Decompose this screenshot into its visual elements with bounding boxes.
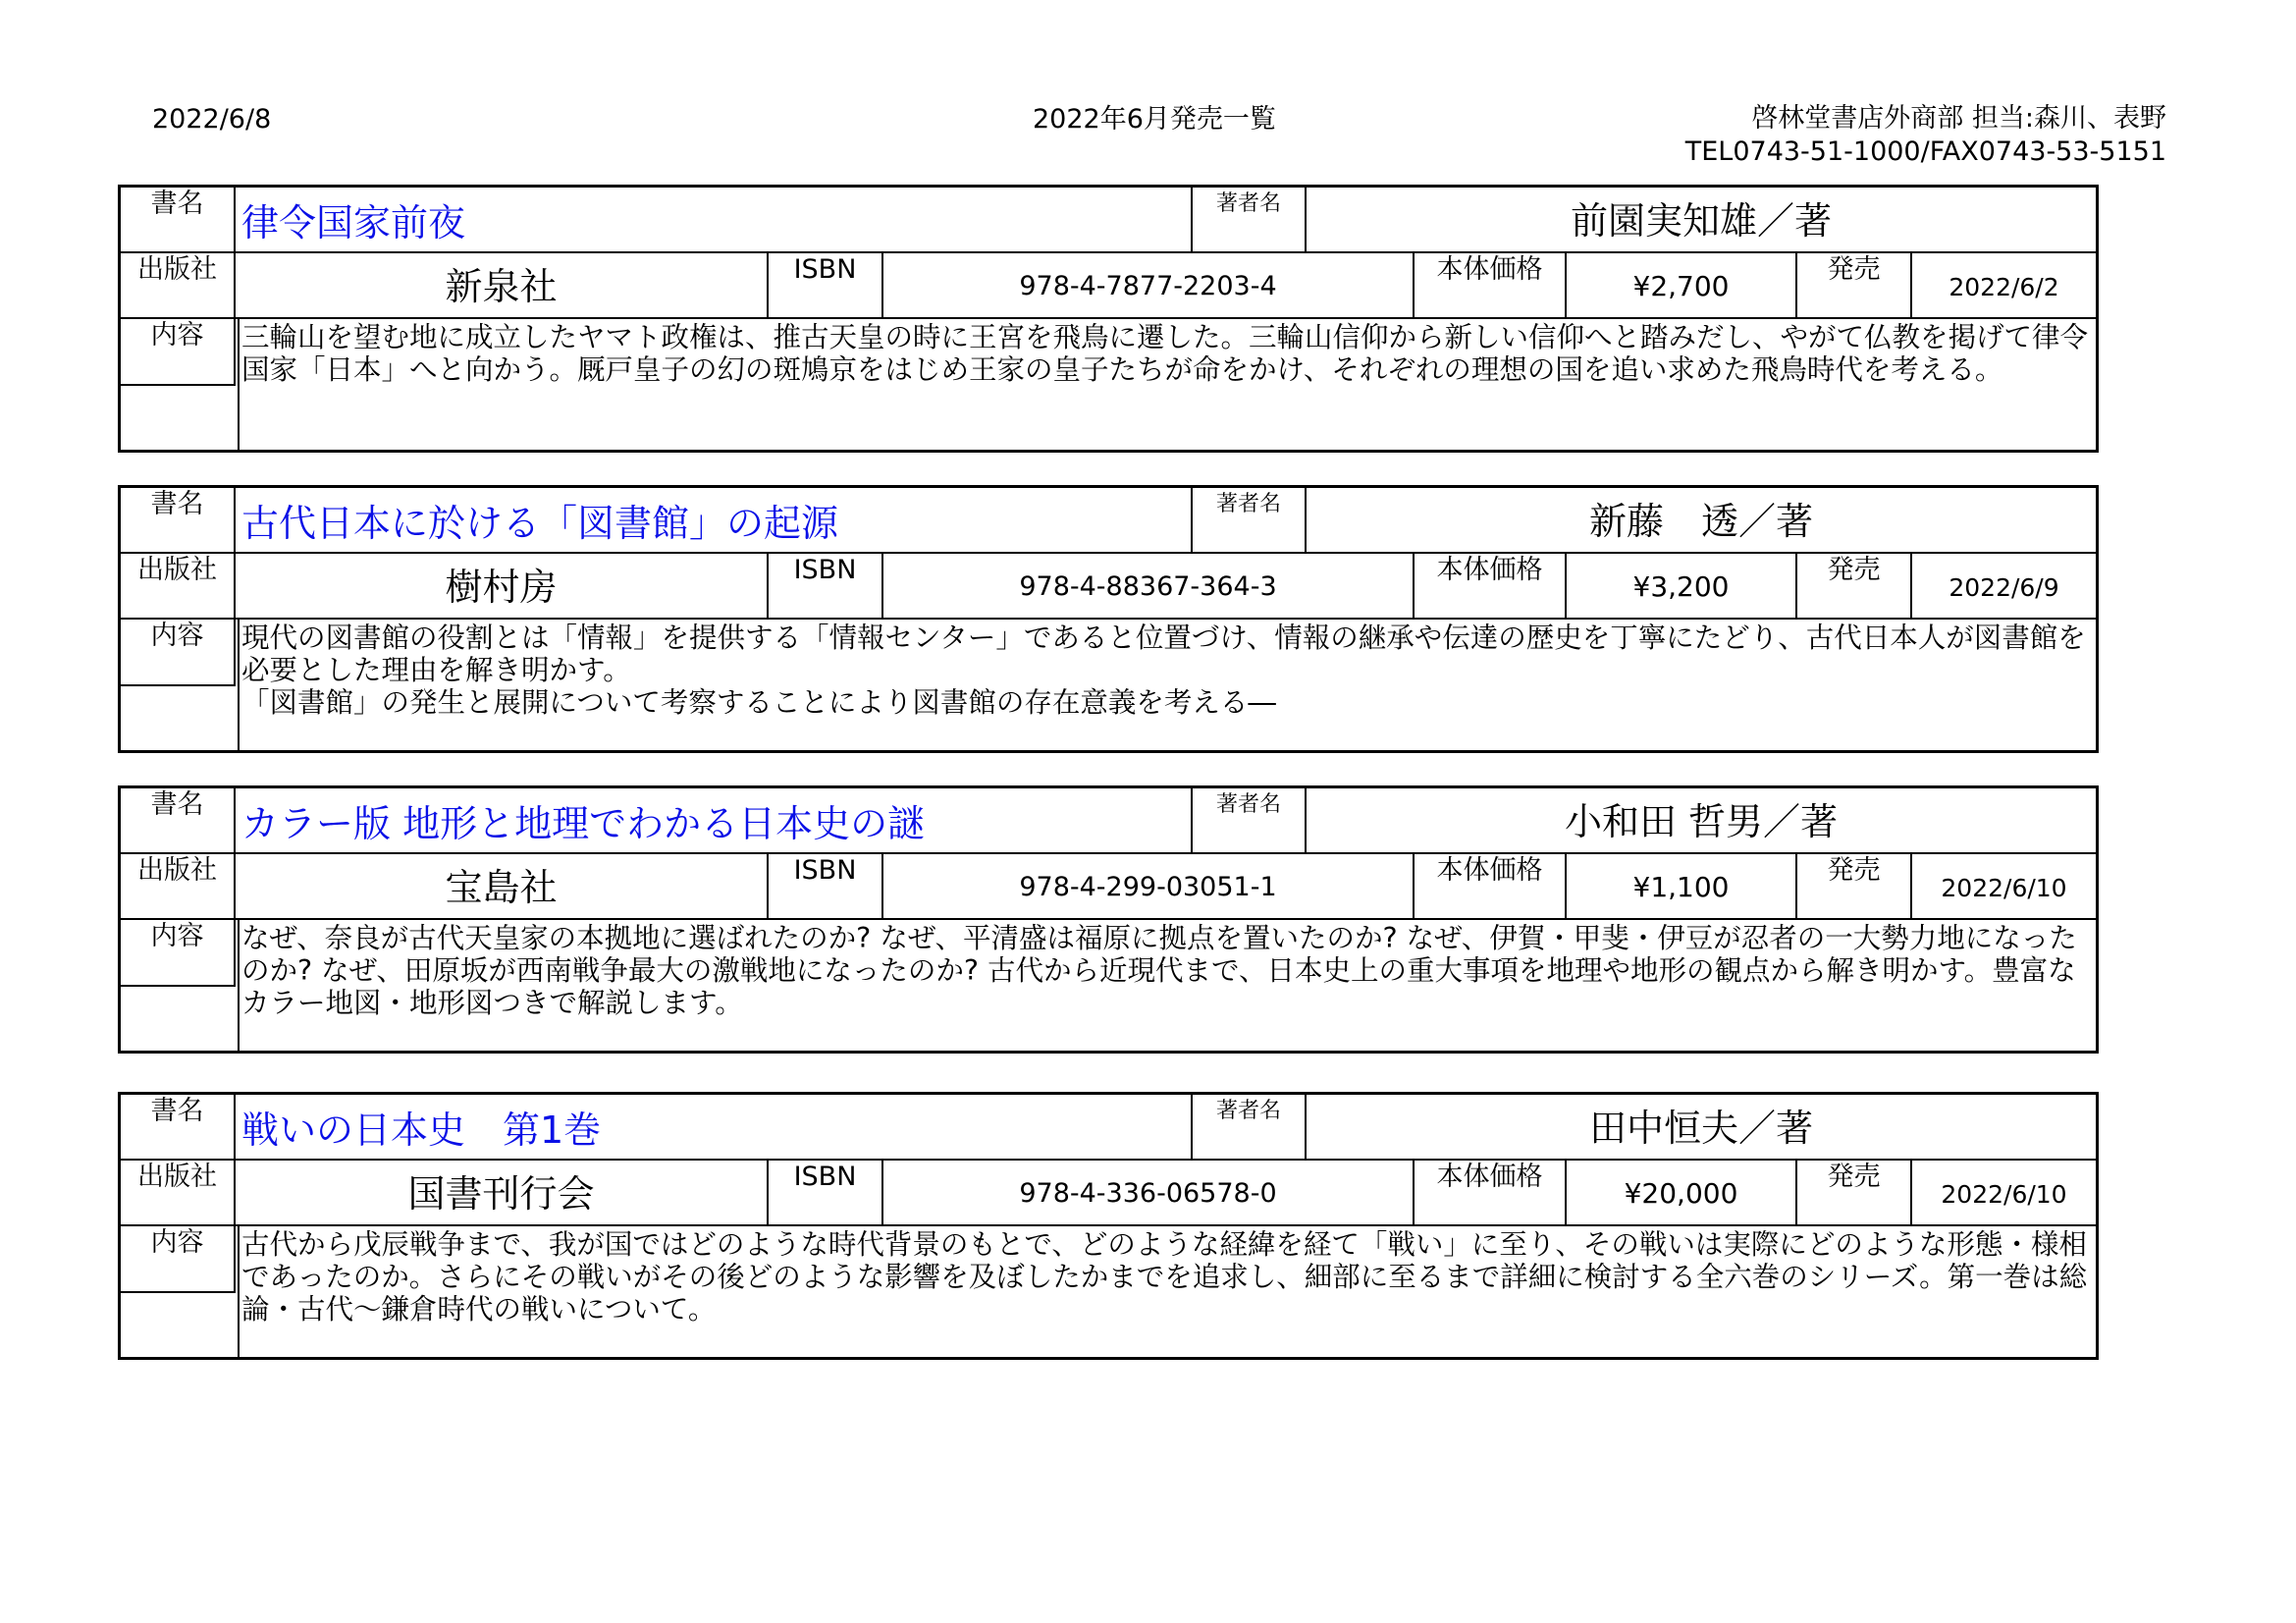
release-label: 発売: [1797, 1161, 1912, 1226]
publisher-label: 出版社: [121, 554, 236, 620]
book-price: ¥20,000: [1624, 1177, 1738, 1210]
shop-contact-phone: TEL0743-51-1000/FAX0743-53-5151: [1684, 136, 2166, 167]
book-release-date: 2022/6/10: [1941, 874, 2067, 902]
book-publisher-cell: [236, 253, 769, 319]
book-title[interactable]: 古代日本に於ける「図書館」の起源: [241, 502, 839, 545]
book-price: ¥2,700: [1632, 270, 1730, 302]
book-isbn: 978-4-336-06578-0: [1019, 1178, 1277, 1209]
title-label: 書名: [121, 188, 236, 253]
content-label-spacer: [121, 1293, 236, 1357]
book-release-date: 2022/6/2: [1949, 273, 2059, 301]
book-title-cell: [236, 788, 1308, 854]
book-author: 田中恒夫／著: [1588, 1107, 1813, 1150]
content-label: 内容: [121, 920, 236, 987]
book-price: ¥3,200: [1632, 570, 1730, 603]
publisher-label: 出版社: [121, 854, 236, 920]
book-price-cell: [1567, 1161, 1797, 1226]
book-publisher-cell: [236, 554, 769, 620]
publisher-label: 出版社: [121, 253, 236, 319]
report-date: 2022/6/8: [152, 104, 272, 135]
title-label: 書名: [121, 488, 236, 554]
book-publisher-cell: [236, 1161, 769, 1226]
author-label: 著者名: [1191, 488, 1307, 554]
price-label: 本体価格: [1415, 1161, 1567, 1226]
book-price-cell: [1567, 854, 1797, 920]
book-isbn: 978-4-88367-364-3: [1019, 571, 1277, 602]
book-release-cell: [1912, 253, 2096, 319]
isbn-label: ISBN: [769, 554, 883, 620]
book-author-cell: [1307, 488, 2096, 554]
content-label: 内容: [121, 1226, 236, 1293]
book-title-cell: [236, 488, 1308, 554]
book-publisher: 国書刊行会: [407, 1172, 595, 1216]
book-title-cell: [236, 1095, 1308, 1161]
isbn-label: ISBN: [769, 854, 883, 920]
book-card: [118, 485, 2099, 753]
book-description: [238, 620, 2096, 750]
author-label: 著者名: [1191, 188, 1307, 253]
report-title: 2022年6月発売一覧: [1033, 104, 1276, 135]
content-label-spacer: [121, 686, 236, 750]
book-author: 前園実知雄／著: [1570, 199, 1832, 243]
author-label: 著者名: [1191, 788, 1307, 854]
book-publisher-cell: [236, 854, 769, 920]
release-label: 発売: [1797, 554, 1912, 620]
book-price-cell: [1567, 554, 1797, 620]
book-isbn: 978-4-299-03051-1: [1019, 872, 1277, 902]
book-isbn-cell: [883, 1161, 1415, 1226]
book-release-cell: [1912, 554, 2096, 620]
description-paragraph: 三輪山を望む地に成立したヤマト政権は、推古天皇の時に王宮を飛鳥に遷した。三輪山信仰から新しい信仰へと踏みだし、やがて仏教を掲げて律令国家「日本」へと向かう。厩戸皇子の幻の斑鳩京をはじめ王家の皇子たちが命をかけ、それぞれの理想の国を追い求めた飛鳥時代を考える。: [241, 321, 2089, 386]
content-label: 内容: [121, 319, 236, 386]
book-author: 新藤 透／著: [1588, 500, 1813, 543]
book-release-cell: [1912, 854, 2096, 920]
author-label: 著者名: [1191, 1095, 1307, 1161]
isbn-label: ISBN: [769, 1161, 883, 1226]
book-isbn: 978-4-7877-2203-4: [1019, 271, 1277, 301]
book-isbn-cell: [883, 253, 1415, 319]
content-label-spacer: [121, 987, 236, 1051]
book-description: [238, 1226, 2096, 1357]
publisher-label: 出版社: [121, 1161, 236, 1226]
book-publisher: 宝島社: [445, 866, 558, 909]
book-author-cell: [1307, 1095, 2096, 1161]
book-card: [118, 185, 2099, 453]
description-paragraph: なぜ、奈良が古代天皇家の本拠地に選ばれたのか? なぜ、平清盛は福原に拠点を置いたのか? なぜ、伊賀・甲斐・伊豆が忍者の一大勢力地になったのか? なぜ、田原坂が西南戦争最大の激戦地になったのか? 古代から近現代まで、日本史上の重大事項を地理や地形の観点から解き明かす。豊富なカラー地図・地形図つきで解説します。: [241, 922, 2077, 1019]
price-label: 本体価格: [1415, 854, 1567, 920]
book-title-cell: [236, 188, 1308, 253]
description-paragraph: 古代から戊辰戦争まで、我が国ではどのような時代背景のもとで、どのような経緯を経て「戦い」に至り、その戦いは実際にどのような形態・様相であったのか。さらにその戦いがその後どのような影響を及ぼしたかまでを追求し、細部に至るまで詳細に検討する全六巻のシリーズ。第一巻は総論・古代～鎌倉時代の戦いについて。: [241, 1228, 2088, 1325]
book-release-cell: [1912, 1161, 2096, 1226]
shop-contact-name: 啓林堂書店外商部 担当:森川、表野: [1751, 103, 2166, 134]
content-label-spacer: [121, 386, 236, 450]
book-release-date: 2022/6/10: [1941, 1180, 2067, 1209]
book-price-cell: [1567, 253, 1797, 319]
book-title[interactable]: カラー版 地形と地理でわかる日本史の謎: [241, 802, 926, 845]
content-label: 内容: [121, 620, 236, 686]
book-card: [118, 1092, 2099, 1360]
release-label: 発売: [1797, 854, 1912, 920]
book-author-cell: [1307, 188, 2096, 253]
shop-info: [1685, 102, 2166, 169]
isbn-label: ISBN: [769, 253, 883, 319]
book-release-date: 2022/6/9: [1949, 573, 2059, 602]
description-paragraph: 「図書館」の発生と展開について考察することにより図書館の存在意義を考える―: [241, 686, 1276, 719]
price-label: 本体価格: [1415, 554, 1567, 620]
release-label: 発売: [1797, 253, 1912, 319]
title-label: 書名: [121, 1095, 236, 1161]
book-publisher: 樹村房: [445, 566, 558, 609]
book-author: 小和田 哲男／著: [1564, 800, 1839, 843]
book-isbn-cell: [883, 554, 1415, 620]
book-price: ¥1,100: [1632, 871, 1730, 903]
book-isbn-cell: [883, 854, 1415, 920]
book-title[interactable]: 戦いの日本史 第1巻: [241, 1109, 602, 1152]
book-author-cell: [1307, 788, 2096, 854]
book-title[interactable]: 律令国家前夜: [241, 201, 466, 244]
price-label: 本体価格: [1415, 253, 1567, 319]
title-label: 書名: [121, 788, 236, 854]
book-description: [238, 319, 2096, 450]
book-card: [118, 785, 2099, 1054]
description-paragraph: 現代の図書館の役割とは「情報」を提供する「情報センター」であると位置づけ、情報の継承や伝達の歴史を丁寧にたどり、古代日本人が図書館を必要とした理由を解き明かす。: [241, 622, 2086, 686]
book-publisher: 新泉社: [445, 265, 558, 308]
book-description: [238, 920, 2096, 1051]
